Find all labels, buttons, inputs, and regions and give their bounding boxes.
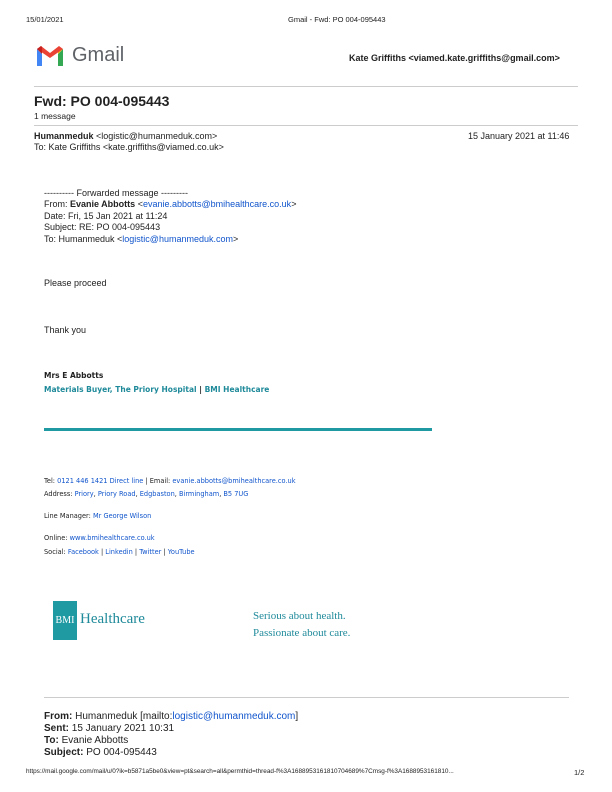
- quoted-subject-value: PO 004-095443: [86, 747, 157, 758]
- sig-tel-value[interactable]: 0121 446 1421 Direct line: [57, 477, 144, 485]
- fw-from-label: From:: [44, 199, 70, 209]
- sig-online-value[interactable]: www.bmihealthcare.co.uk: [69, 534, 155, 542]
- fw-from-name: Evanie Abbotts: [70, 199, 136, 209]
- subject-divider: [34, 125, 578, 126]
- sig-social-line: Social: Facebook | Linkedin | Twitter | YouTube: [44, 548, 195, 556]
- sig-email-label: Email:: [149, 477, 171, 485]
- quoted-to-label: To:: [44, 735, 59, 746]
- gmail-logo-icon: [35, 45, 65, 67]
- tagline-2: Passionate about care.: [253, 627, 351, 639]
- quoted-sent: [44, 723, 174, 734]
- sender-name: Humanmeduk: [34, 131, 94, 141]
- message-count: 1 message: [34, 111, 76, 121]
- quoted-sent-label: Sent:: [44, 723, 69, 734]
- forwarded-subject: Subject: RE: PO 004-095443: [44, 222, 161, 232]
- account-label: Kate Griffiths <viamed.kate.griffiths@gmail.com>: [349, 53, 560, 63]
- sender-line: [34, 131, 217, 141]
- header-divider: [34, 86, 578, 87]
- social-link-youtube[interactable]: YouTube: [167, 548, 195, 556]
- fw-to-label: To: Humanmeduk <: [44, 234, 123, 244]
- sig-address-label: Address:: [44, 490, 73, 498]
- sig-address-part[interactable]: B5 7UG: [223, 490, 249, 498]
- forwarded-from: From: Evanie Abbotts <evanie.abbotts@bmihealthcare.co.uk>: [44, 199, 297, 209]
- social-link-linkedin[interactable]: Linkedin: [105, 548, 133, 556]
- bmi-logo-word: Healthcare: [80, 611, 145, 627]
- tagline-1: Serious about health.: [253, 610, 346, 622]
- sig-address-part[interactable]: Priory Road: [97, 490, 136, 498]
- message-date: 15 January 2021 at 11:46: [468, 131, 570, 141]
- print-date: 15/01/2021: [26, 15, 64, 24]
- print-title: Gmail - Fwd: PO 004-095443: [288, 15, 386, 24]
- quoted-to-value: Evanie Abbotts: [61, 735, 129, 746]
- quoted-from: From: Humanmeduk [mailto:logistic@humanmeduk.com]: [44, 711, 299, 722]
- social-link-facebook[interactable]: Facebook: [67, 548, 99, 556]
- quoted-from-email[interactable]: logistic@humanmeduk.com: [172, 711, 296, 722]
- forwarded-to: To: Humanmeduk <logistic@humanmeduk.com>: [44, 234, 239, 244]
- sig-manager-line: [44, 512, 151, 520]
- bmi-logo-mark: BMI: [53, 601, 77, 640]
- sig-address-part[interactable]: Edgbaston: [139, 490, 175, 498]
- print-page: 1/2: [574, 768, 585, 777]
- social-link-twitter[interactable]: Twitter: [139, 548, 162, 556]
- sig-manager-label: Line Manager:: [44, 512, 91, 520]
- sig-name: Mrs E Abbotts: [44, 371, 104, 380]
- sig-role-line: Materials Buyer, The Priory Hospital | BMI Healthcare: [44, 385, 270, 394]
- sig-manager-value[interactable]: Mr George Wilson: [92, 512, 152, 520]
- sig-address-part[interactable]: Birmingham: [178, 490, 220, 498]
- sender-email: <logistic@humanmeduk.com>: [96, 131, 218, 141]
- sig-role: Materials Buyer, The Priory Hospital: [44, 385, 197, 394]
- sig-company: BMI Healthcare: [204, 385, 270, 394]
- sig-online-label: Online:: [44, 534, 68, 542]
- fw-to-email[interactable]: logistic@humanmeduk.com: [122, 234, 233, 244]
- print-url: https://mail.google.com/mail/u/0?ik=b5871a5be0&view=pt&search=all&permthid=thread-f%3A1688953161810704689%7Cmsg-f%3A1688953161810...: [26, 768, 454, 775]
- forwarded-header: ---------- Forwarded message ---------: [44, 188, 188, 198]
- body-line-1: Please proceed: [44, 278, 107, 288]
- sig-tel-line: Tel: 0121 446 1421 Direct line | Email: evanie.abbotts@bmihealthcare.co.uk: [44, 477, 296, 485]
- sig-address-line: Address: Priory, Priory Road, Edgbaston, Birmingham, B5 7UG: [44, 490, 249, 498]
- sig-online-line: [44, 534, 155, 542]
- fw-from-email[interactable]: evanie.abbotts@bmihealthcare.co.uk: [142, 199, 292, 209]
- to-line: To: Kate Griffiths <kate.griffiths@viamed.co.uk>: [34, 142, 224, 152]
- quoted-subject-label: Subject:: [44, 747, 84, 758]
- thread-subject: Fwd: PO 004-095443: [34, 93, 170, 109]
- quoted-subject: [44, 747, 157, 758]
- sig-email-value[interactable]: evanie.abbotts@bmihealthcare.co.uk: [172, 477, 296, 485]
- sig-address-part[interactable]: Priory: [74, 490, 94, 498]
- quoted-from-value: Humanmeduk [mailto:: [75, 711, 173, 722]
- quote-divider: [44, 697, 569, 698]
- quoted-from-label: From:: [44, 711, 73, 722]
- signature-bar: [44, 428, 432, 431]
- body-line-2: Thank you: [44, 325, 87, 335]
- sig-social-label: Social:: [44, 548, 66, 556]
- sig-tel-label: Tel:: [44, 477, 56, 485]
- gmail-logo-text: Gmail: [72, 44, 125, 66]
- forwarded-date: Date: Fri, 15 Jan 2021 at 11:24: [44, 211, 168, 221]
- quoted-sent-value: 15 January 2021 10:31: [71, 723, 175, 734]
- quoted-to: [44, 735, 128, 746]
